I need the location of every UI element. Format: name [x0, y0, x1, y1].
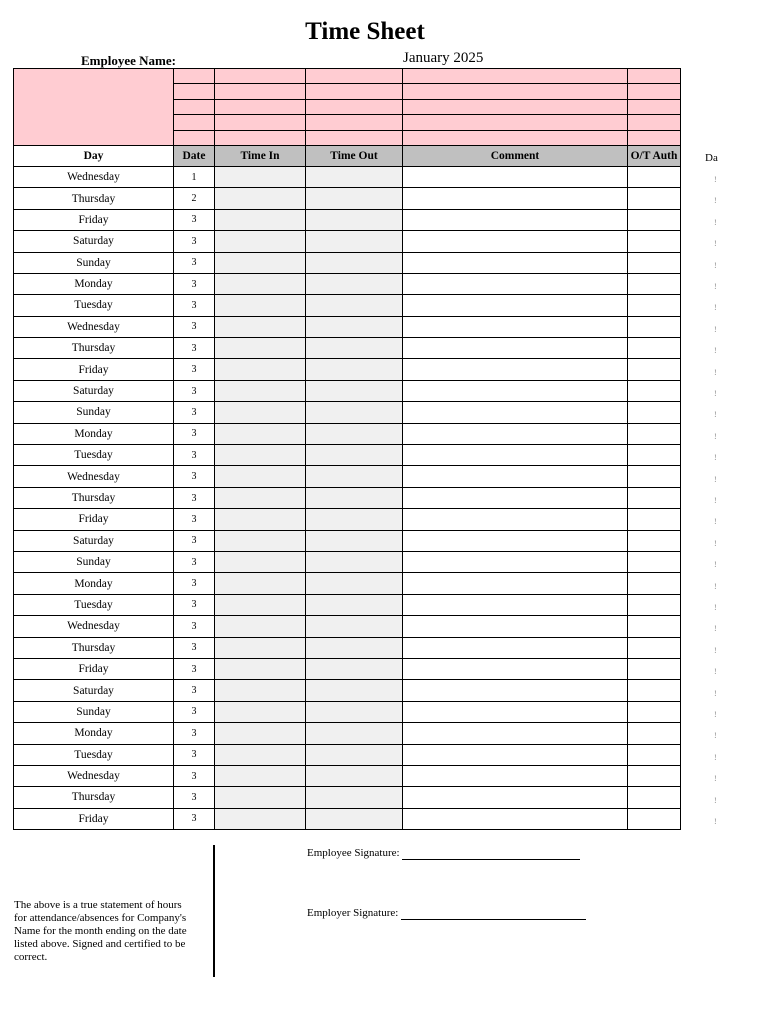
table-row — [14, 594, 681, 615]
table-row — [14, 380, 681, 401]
time-out-cell[interactable] — [306, 723, 403, 744]
time-in-cell[interactable] — [215, 658, 306, 679]
day-cell: Friday — [14, 509, 174, 530]
time-out-cell[interactable] — [306, 765, 403, 786]
header-cell[interactable] — [306, 69, 403, 84]
day-cell: Monday — [14, 723, 174, 744]
column-header-time-in: Time In — [215, 145, 306, 166]
day-cell: Thursday — [14, 487, 174, 508]
comment-cell[interactable] — [403, 402, 628, 423]
day-cell: Sunday — [14, 252, 174, 273]
time-in-cell[interactable] — [215, 551, 306, 572]
date-cell: 3 — [174, 445, 215, 466]
header-cell[interactable] — [215, 99, 306, 114]
date-cell: 3 — [174, 787, 215, 808]
employee-signature-line[interactable] — [402, 847, 580, 860]
comment-cell[interactable] — [403, 723, 628, 744]
date-cell: 3 — [174, 231, 215, 252]
comment-cell[interactable] — [403, 359, 628, 380]
header-cell[interactable] — [628, 115, 681, 130]
time-in-cell[interactable] — [215, 231, 306, 252]
time-out-cell[interactable] — [306, 744, 403, 765]
table-row — [14, 359, 681, 380]
cut-off-mark: ! — [714, 389, 717, 398]
table-row — [14, 637, 681, 658]
date-cell: 3 — [174, 252, 215, 273]
table-row — [14, 658, 681, 679]
time-out-cell[interactable] — [306, 209, 403, 230]
date-cell: 3 — [174, 209, 215, 230]
ot-auth-cell[interactable] — [628, 680, 681, 701]
day-cell: Wednesday — [14, 316, 174, 337]
time-out-cell[interactable] — [306, 231, 403, 252]
ot-auth-cell[interactable] — [628, 295, 681, 316]
time-in-cell[interactable] — [215, 338, 306, 359]
table-row — [14, 573, 681, 594]
cut-off-mark: ! — [714, 667, 717, 677]
comment-cell[interactable] — [403, 701, 628, 722]
date-cell: 3 — [174, 658, 215, 679]
time-out-cell[interactable] — [306, 637, 403, 658]
employee-signature — [307, 847, 580, 860]
time-in-cell[interactable] — [215, 808, 306, 829]
header-cell[interactable] — [174, 115, 215, 130]
comment-cell[interactable] — [403, 594, 628, 615]
day-cell: Friday — [14, 658, 174, 679]
cut-off-mark: ! — [714, 324, 717, 334]
cut-off-mark: ! — [714, 217, 717, 227]
cut-off-mark: ! — [714, 175, 717, 184]
cut-off-mark: ! — [714, 817, 717, 826]
date-cell: 3 — [174, 744, 215, 765]
time-in-cell[interactable] — [215, 701, 306, 722]
comment-cell[interactable] — [403, 487, 628, 508]
day-cell: Sunday — [14, 551, 174, 572]
date-cell: 3 — [174, 573, 215, 594]
table-row — [14, 273, 681, 294]
ot-auth-cell[interactable] — [628, 594, 681, 615]
day-cell: Thursday — [14, 787, 174, 808]
time-in-cell[interactable] — [215, 445, 306, 466]
ot-auth-cell[interactable] — [628, 487, 681, 508]
ot-auth-cell[interactable] — [628, 273, 681, 294]
ot-auth-cell[interactable] — [628, 616, 681, 637]
column-header-date: Date — [174, 145, 215, 166]
time-out-cell[interactable] — [306, 594, 403, 615]
ot-auth-cell[interactable] — [628, 252, 681, 273]
ot-auth-cell[interactable] — [628, 573, 681, 594]
comment-cell[interactable] — [403, 530, 628, 551]
time-out-cell[interactable] — [306, 466, 403, 487]
date-cell: 3 — [174, 551, 215, 572]
table-row — [14, 402, 681, 423]
header-cell[interactable] — [174, 69, 215, 84]
comment-cell[interactable] — [403, 637, 628, 658]
header-cell[interactable] — [215, 130, 306, 145]
cut-off-mark: ! — [714, 538, 717, 548]
ot-auth-cell[interactable] — [628, 723, 681, 744]
day-cell: Tuesday — [14, 295, 174, 316]
day-cell: Wednesday — [14, 765, 174, 786]
cut-off-mark: ! — [714, 453, 717, 463]
time-in-cell[interactable] — [215, 166, 306, 187]
day-cell: Saturday — [14, 530, 174, 551]
date-cell: 3 — [174, 616, 215, 637]
time-in-cell[interactable] — [215, 787, 306, 808]
cut-off-mark: ! — [714, 774, 717, 784]
time-in-cell[interactable] — [215, 616, 306, 637]
comment-cell[interactable] — [403, 509, 628, 530]
date-cell: 3 — [174, 487, 215, 508]
day-cell: Wednesday — [14, 616, 174, 637]
day-cell: Friday — [14, 209, 174, 230]
date-cell: 3 — [174, 680, 215, 701]
ot-auth-cell[interactable] — [628, 787, 681, 808]
date-cell: 3 — [174, 765, 215, 786]
header-cell[interactable] — [306, 130, 403, 145]
time-out-cell[interactable] — [306, 166, 403, 187]
time-in-cell[interactable] — [215, 402, 306, 423]
time-in-cell[interactable] — [215, 723, 306, 744]
header-cell[interactable] — [306, 84, 403, 99]
time-out-cell[interactable] — [306, 445, 403, 466]
comment-cell[interactable] — [403, 551, 628, 572]
time-out-cell[interactable] — [306, 658, 403, 679]
employee-name-label: Employee Name: — [81, 53, 176, 68]
cut-off-mark: ! — [714, 645, 717, 655]
comment-cell[interactable] — [403, 273, 628, 294]
certification-statement: The above is a true statement of hours for attendance/absences for Company's Name for the month ending on the date listed above. Signed and certified to be correct. — [14, 899, 187, 963]
time-out-cell[interactable] — [306, 551, 403, 572]
table-row — [14, 551, 681, 572]
time-in-cell[interactable] — [215, 573, 306, 594]
time-out-cell[interactable] — [306, 316, 403, 337]
table-row — [14, 744, 681, 765]
employer-signature-label: Employer Signature: — [307, 907, 399, 919]
time-in-cell[interactable] — [215, 530, 306, 551]
header-cell[interactable] — [403, 130, 628, 145]
header-cell[interactable] — [628, 69, 681, 84]
column-header-ot-auth: O/T Auth — [628, 145, 681, 166]
date-cell: 3 — [174, 509, 215, 530]
column-header-comment: Comment — [403, 145, 628, 166]
table-row — [14, 423, 681, 444]
time-in-cell[interactable] — [215, 487, 306, 508]
time-out-cell[interactable] — [306, 338, 403, 359]
date-cell: 3 — [174, 359, 215, 380]
day-cell: Thursday — [14, 637, 174, 658]
ot-auth-cell[interactable] — [628, 338, 681, 359]
time-out-cell[interactable] — [306, 273, 403, 294]
comment-cell[interactable] — [403, 423, 628, 444]
date-cell: 2 — [174, 188, 215, 209]
comment-cell[interactable] — [403, 573, 628, 594]
time-out-cell[interactable] — [306, 380, 403, 401]
table-row — [14, 338, 681, 359]
day-cell: Saturday — [14, 680, 174, 701]
header-cell[interactable] — [628, 130, 681, 145]
table-row — [14, 787, 681, 808]
cut-off-mark: ! — [714, 410, 717, 420]
ot-auth-cell[interactable] — [628, 423, 681, 444]
time-in-cell[interactable] — [215, 680, 306, 701]
time-in-cell[interactable] — [215, 637, 306, 658]
date-cell: 3 — [174, 701, 215, 722]
day-cell: Friday — [14, 359, 174, 380]
comment-cell[interactable] — [403, 252, 628, 273]
time-out-cell[interactable] — [306, 402, 403, 423]
time-out-cell[interactable] — [306, 359, 403, 380]
ot-auth-cell[interactable] — [628, 509, 681, 530]
comment-cell[interactable] — [403, 445, 628, 466]
ot-auth-cell[interactable] — [628, 765, 681, 786]
ot-auth-cell[interactable] — [628, 445, 681, 466]
ot-auth-cell[interactable] — [628, 209, 681, 230]
comment-cell[interactable] — [403, 380, 628, 401]
comment-cell[interactable] — [403, 338, 628, 359]
time-in-cell[interactable] — [215, 359, 306, 380]
header-cell[interactable] — [174, 99, 215, 114]
page-title: Time Sheet — [305, 18, 425, 45]
header-cell[interactable] — [306, 99, 403, 114]
day-cell: Monday — [14, 423, 174, 444]
cut-off-mark: ! — [714, 239, 717, 249]
cut-off-mark: ! — [714, 688, 717, 698]
ot-auth-cell[interactable] — [628, 466, 681, 487]
table-row — [14, 680, 681, 701]
date-cell: 3 — [174, 295, 215, 316]
day-cell: Saturday — [14, 380, 174, 401]
cut-off-mark: ! — [714, 710, 717, 719]
time-out-cell[interactable] — [306, 509, 403, 530]
comment-cell[interactable] — [403, 166, 628, 187]
cut-off-mark: ! — [714, 560, 717, 570]
header-cell[interactable] — [628, 84, 681, 99]
ot-auth-cell[interactable] — [628, 316, 681, 337]
ot-auth-cell[interactable] — [628, 658, 681, 679]
date-cell: 3 — [174, 273, 215, 294]
employee-signature-label: Employee Signature: — [307, 847, 400, 859]
comment-cell[interactable] — [403, 316, 628, 337]
date-cell: 3 — [174, 380, 215, 401]
day-cell: Wednesday — [14, 166, 174, 187]
time-in-cell[interactable] — [215, 423, 306, 444]
table-row — [14, 166, 681, 187]
time-out-cell[interactable] — [306, 252, 403, 273]
date-cell: 3 — [174, 316, 215, 337]
day-cell: Tuesday — [14, 744, 174, 765]
cut-off-mark: ! — [714, 731, 717, 741]
day-cell: Thursday — [14, 188, 174, 209]
table-row — [14, 209, 681, 230]
comment-cell[interactable] — [403, 787, 628, 808]
time-in-cell[interactable] — [215, 509, 306, 530]
date-cell: 1 — [174, 166, 215, 187]
date-cell: 3 — [174, 637, 215, 658]
comment-cell[interactable] — [403, 295, 628, 316]
day-cell: Wednesday — [14, 466, 174, 487]
time-out-cell[interactable] — [306, 808, 403, 829]
day-cell: Tuesday — [14, 594, 174, 615]
cut-off-mark: ! — [714, 517, 717, 527]
table-row — [14, 808, 681, 829]
day-cell: Saturday — [14, 231, 174, 252]
ot-auth-cell[interactable] — [628, 166, 681, 187]
day-cell: Sunday — [14, 402, 174, 423]
divider-line — [213, 845, 215, 977]
ot-auth-cell[interactable] — [628, 637, 681, 658]
table-row — [14, 487, 681, 508]
cut-off-mark: ! — [714, 474, 717, 484]
header-cell[interactable] — [403, 84, 628, 99]
header-cell[interactable] — [215, 115, 306, 130]
comment-cell[interactable] — [403, 466, 628, 487]
ot-auth-cell[interactable] — [628, 380, 681, 401]
ot-auth-cell[interactable] — [628, 359, 681, 380]
table-row — [14, 316, 681, 337]
day-cell: Friday — [14, 808, 174, 829]
cut-off-column-label: Da — [705, 152, 718, 164]
time-in-cell[interactable] — [215, 466, 306, 487]
time-in-cell[interactable] — [215, 765, 306, 786]
date-cell: 3 — [174, 338, 215, 359]
day-cell: Monday — [14, 573, 174, 594]
comment-cell[interactable] — [403, 209, 628, 230]
time-in-cell[interactable] — [215, 594, 306, 615]
table-row — [14, 701, 681, 722]
header-cell[interactable] — [403, 69, 628, 84]
time-in-cell[interactable] — [215, 209, 306, 230]
column-header-day: Day — [14, 145, 174, 166]
date-cell: 3 — [174, 723, 215, 744]
cut-off-mark: ! — [714, 581, 717, 591]
cut-off-mark: ! — [714, 260, 717, 270]
comment-cell[interactable] — [403, 765, 628, 786]
comment-cell[interactable] — [403, 808, 628, 829]
date-cell: 3 — [174, 423, 215, 444]
time-out-cell[interactable] — [306, 701, 403, 722]
header-cell[interactable] — [403, 99, 628, 114]
column-header-time-out: Time Out — [306, 145, 403, 166]
header-cell[interactable] — [174, 130, 215, 145]
comment-cell[interactable] — [403, 744, 628, 765]
time-in-cell[interactable] — [215, 188, 306, 209]
cut-off-mark: ! — [714, 496, 717, 505]
header-cell[interactable] — [174, 84, 215, 99]
time-in-cell[interactable] — [215, 273, 306, 294]
timesheet-table — [13, 68, 681, 830]
day-cell: Tuesday — [14, 445, 174, 466]
comment-cell[interactable] — [403, 658, 628, 679]
cut-off-mark: ! — [714, 303, 717, 313]
cut-off-mark: ! — [714, 603, 717, 612]
header-cell[interactable] — [628, 99, 681, 114]
day-cell: Thursday — [14, 338, 174, 359]
comment-cell[interactable] — [403, 680, 628, 701]
date-cell: 3 — [174, 808, 215, 829]
time-in-cell[interactable] — [215, 744, 306, 765]
ot-auth-cell[interactable] — [628, 188, 681, 209]
ot-auth-cell[interactable] — [628, 744, 681, 765]
table-row — [14, 188, 681, 209]
table-row — [14, 509, 681, 530]
date-cell: 3 — [174, 530, 215, 551]
comment-cell[interactable] — [403, 231, 628, 252]
cut-off-mark: ! — [714, 795, 717, 805]
time-out-cell[interactable] — [306, 573, 403, 594]
ot-auth-cell[interactable] — [628, 808, 681, 829]
table-row — [14, 295, 681, 316]
cut-off-mark: ! — [714, 282, 717, 291]
date-cell: 3 — [174, 402, 215, 423]
employer-signature — [307, 907, 586, 920]
time-in-cell[interactable] — [215, 252, 306, 273]
table-row — [14, 723, 681, 744]
time-out-cell[interactable] — [306, 616, 403, 637]
table-row — [14, 252, 681, 273]
date-cell: 3 — [174, 594, 215, 615]
cut-off-mark: ! — [714, 624, 717, 634]
ot-auth-cell[interactable] — [628, 701, 681, 722]
table-row — [14, 765, 681, 786]
comment-cell[interactable] — [403, 188, 628, 209]
header-cell[interactable] — [403, 115, 628, 130]
day-cell: Sunday — [14, 701, 174, 722]
time-out-cell[interactable] — [306, 188, 403, 209]
employer-signature-line[interactable] — [401, 907, 586, 920]
table-row — [14, 231, 681, 252]
day-cell: Monday — [14, 273, 174, 294]
time-out-cell[interactable] — [306, 680, 403, 701]
time-in-cell[interactable] — [215, 295, 306, 316]
cut-off-mark: ! — [714, 431, 717, 441]
ot-auth-cell[interactable] — [628, 530, 681, 551]
time-out-cell[interactable] — [306, 787, 403, 808]
header-cell[interactable] — [306, 115, 403, 130]
cut-off-mark: ! — [714, 196, 717, 206]
time-out-cell[interactable] — [306, 423, 403, 444]
table-row — [14, 616, 681, 637]
table-row — [14, 445, 681, 466]
employee-name-field[interactable] — [14, 69, 174, 146]
cut-off-mark: ! — [714, 346, 717, 356]
ot-auth-cell[interactable] — [628, 402, 681, 423]
table-row — [14, 530, 681, 551]
ot-auth-cell[interactable] — [628, 551, 681, 572]
month-label: January 2025 — [403, 50, 484, 66]
cut-off-mark: ! — [714, 367, 717, 377]
date-cell: 3 — [174, 466, 215, 487]
time-out-cell[interactable] — [306, 530, 403, 551]
time-in-cell[interactable] — [215, 316, 306, 337]
header-cell[interactable] — [215, 69, 306, 84]
header-cell[interactable] — [215, 84, 306, 99]
time-out-cell[interactable] — [306, 295, 403, 316]
comment-cell[interactable] — [403, 616, 628, 637]
cut-off-mark: ! — [714, 752, 717, 762]
time-in-cell[interactable] — [215, 380, 306, 401]
table-row — [14, 466, 681, 487]
ot-auth-cell[interactable] — [628, 231, 681, 252]
time-out-cell[interactable] — [306, 487, 403, 508]
